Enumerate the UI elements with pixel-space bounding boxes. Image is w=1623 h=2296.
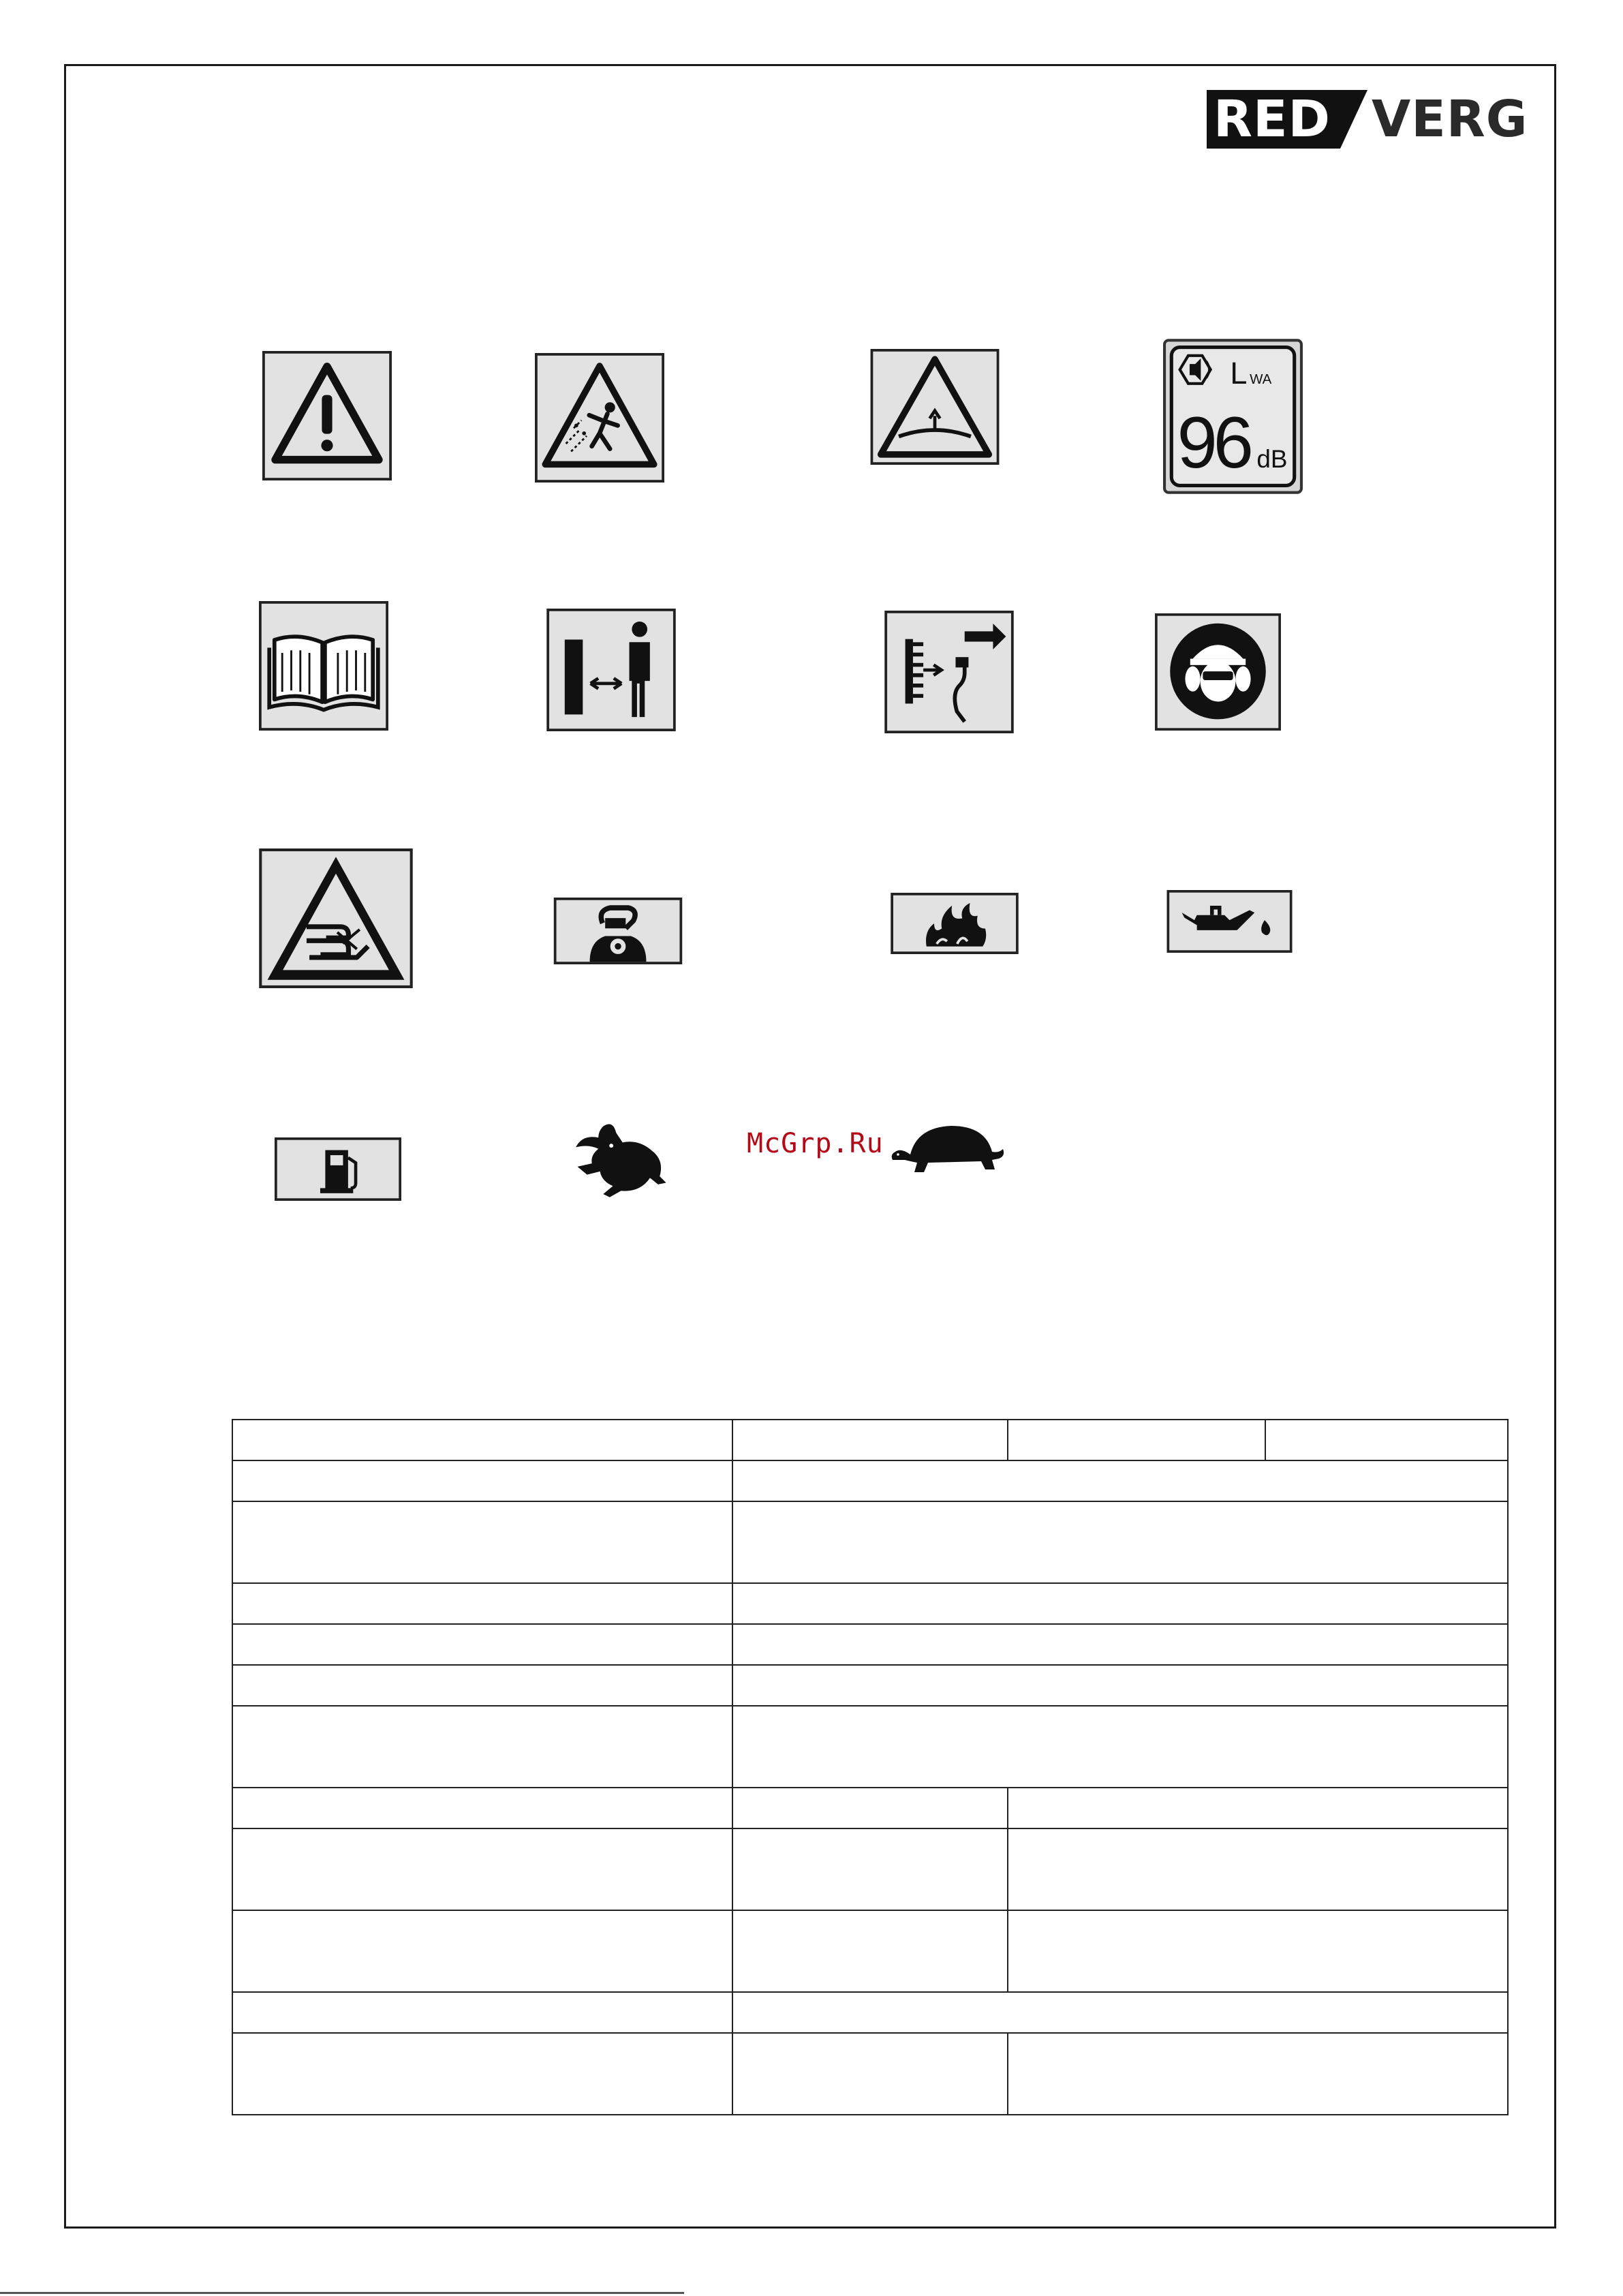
table-cell bbox=[1008, 1788, 1508, 1828]
footer-rule bbox=[0, 2292, 684, 2294]
table-row bbox=[232, 1583, 1508, 1624]
brand-logo bbox=[1207, 90, 1528, 149]
brand-logo-verg: VERG bbox=[1371, 90, 1528, 149]
hand-injury-warning-icon bbox=[259, 848, 413, 988]
engine-start-icon bbox=[553, 898, 683, 964]
table-row bbox=[232, 1665, 1508, 1706]
slow-speed-icon bbox=[890, 1118, 1006, 1179]
disconnect-spark-plug-icon bbox=[884, 611, 1014, 733]
fast-speed-icon bbox=[571, 1118, 668, 1199]
table-cell bbox=[232, 1828, 732, 1910]
table-cell bbox=[232, 1788, 732, 1828]
sharp-blade-warning-icon bbox=[870, 349, 1000, 465]
table-cell bbox=[732, 1583, 1508, 1624]
table-cell bbox=[232, 1583, 732, 1624]
table-cell bbox=[732, 1910, 1008, 1992]
read-manual-icon bbox=[259, 601, 388, 731]
table-row bbox=[232, 1828, 1508, 1910]
fuel-icon bbox=[275, 1137, 401, 1201]
table-cell bbox=[232, 2033, 732, 2115]
general-warning-icon bbox=[262, 351, 392, 480]
table-cell bbox=[232, 1706, 732, 1788]
table-cell bbox=[232, 1910, 732, 1992]
oil-icon bbox=[1166, 890, 1293, 953]
watermark-text: McGrp.Ru bbox=[747, 1128, 884, 1159]
sound-unit: dB bbox=[1256, 444, 1288, 473]
spec-table bbox=[232, 1419, 1509, 2115]
table-cell bbox=[1008, 1910, 1508, 1992]
table-cell bbox=[1008, 1420, 1265, 1460]
table-cell bbox=[232, 1665, 732, 1706]
sound-label-l: L bbox=[1230, 355, 1248, 391]
table-cell bbox=[732, 1501, 1508, 1583]
table-cell bbox=[732, 1665, 1508, 1706]
table-cell bbox=[732, 1992, 1508, 2033]
table-cell bbox=[732, 1828, 1008, 1910]
brand-logo-red: RED bbox=[1207, 90, 1340, 149]
wear-head-eye-ear-protection-icon bbox=[1155, 613, 1281, 731]
table-cell bbox=[732, 1420, 1008, 1460]
table-cell bbox=[232, 1992, 732, 2033]
table-cell bbox=[232, 1501, 732, 1583]
table-cell bbox=[732, 2033, 1008, 2115]
table-row bbox=[232, 1788, 1508, 1828]
table-cell bbox=[1008, 1828, 1508, 1910]
table-cell bbox=[232, 1624, 732, 1665]
sound-power-label-icon bbox=[1163, 339, 1303, 494]
table-cell bbox=[732, 1706, 1508, 1788]
table-row bbox=[232, 1910, 1508, 1992]
table-cell bbox=[732, 1788, 1008, 1828]
keep-distance-icon bbox=[546, 609, 676, 731]
table-cell bbox=[1265, 1420, 1508, 1460]
table-row bbox=[232, 1706, 1508, 1788]
sound-label-sub: WA bbox=[1250, 371, 1272, 387]
sound-value: 96 bbox=[1177, 401, 1250, 483]
table-cell bbox=[232, 1460, 732, 1501]
table-cell bbox=[732, 1624, 1508, 1665]
fire-hazard-icon bbox=[890, 893, 1019, 954]
table-row bbox=[232, 1501, 1508, 1583]
table-row bbox=[232, 1460, 1508, 1501]
table-row bbox=[232, 1992, 1508, 2033]
table-cell bbox=[1008, 2033, 1508, 2115]
table-row bbox=[232, 2033, 1508, 2115]
thrown-objects-warning-icon bbox=[535, 353, 664, 483]
table-row bbox=[232, 1624, 1508, 1665]
table-cell bbox=[232, 1420, 732, 1460]
table-row bbox=[232, 1420, 1508, 1460]
table-cell bbox=[732, 1460, 1508, 1501]
